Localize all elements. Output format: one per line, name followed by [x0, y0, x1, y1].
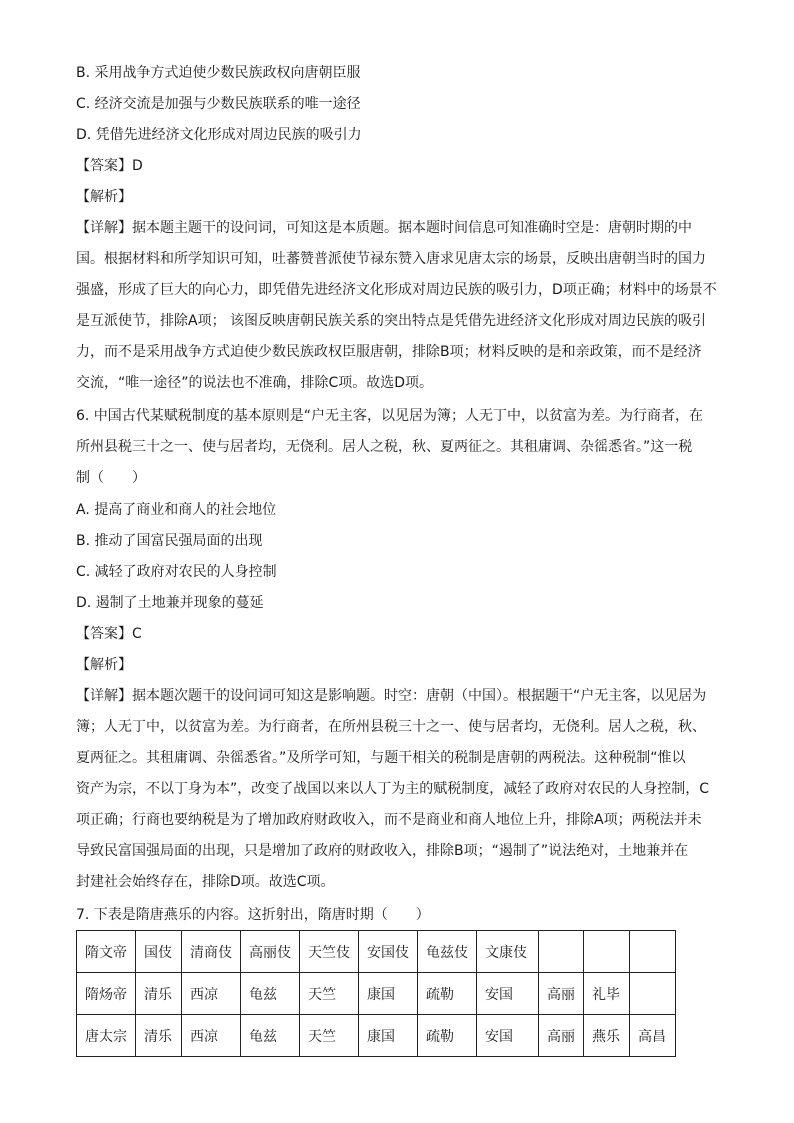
table-cell: 西凉 — [182, 1015, 241, 1057]
table-cell: 安国 — [477, 973, 539, 1015]
q6-answer: 【答案】C — [76, 626, 142, 642]
table-cell: 清乐 — [136, 973, 182, 1015]
q5-option-c: C. 经济交流是加强与少数民族联系的唯一途径 — [76, 96, 361, 112]
q5-detail-line: 是互派使节，排除A项； 该图反映唐朝民族关系的突出特点是凭借先进经济文化形成对周边民族的吸引 — [76, 313, 707, 329]
q5-option-d: D. 凭借先进经济文化形成对周边民族的吸引力 — [76, 127, 362, 143]
table-cell: 唐太宗 — [77, 1015, 136, 1057]
q6-detail-line: 簿；人无丁中，以贫富为差。为行商者，在所州县税三十之一、使与居者均，无侥利。居人之税，秋、 — [76, 719, 706, 735]
table-cell: 清商伎 — [182, 931, 241, 973]
table-cell: 天竺 — [300, 973, 359, 1015]
q6-stem-line: 制（ ） — [76, 470, 146, 486]
table-cell — [584, 931, 630, 973]
table-cell: 礼毕 — [584, 973, 630, 1015]
q5-detail-line: 国。根据材料和所学知识可知，吐蕃赞普派使节禄东赞入唐求见唐太宗的场景，反映出唐朝当时的国力 — [76, 251, 706, 267]
table-cell: 燕乐 — [584, 1015, 630, 1057]
table-cell: 高丽 — [539, 973, 584, 1015]
table-cell: 高丽 — [539, 1015, 584, 1057]
table-cell — [630, 973, 676, 1015]
q6-detail-line: 导致民富国强局面的出现，只是增加了政府的财政收入，排除B项；“遏制了”说法绝对，土地兼并在 — [76, 843, 689, 859]
q5-detail-line: 力，而不是采用战争方式迫使少数民族政权臣服唐朝，排除B项；材料反映的是和亲政策，而不是经济 — [76, 344, 702, 360]
table-cell: 天竺伎 — [300, 931, 359, 973]
table-cell: 高昌 — [630, 1015, 676, 1057]
q6-detail-line: 项正确；行商也要纳税是为了增加政府财政收入，而不是商业和商人地位上升，排除A项；两税法并未 — [76, 812, 702, 828]
q6-stem-line: 6. 中国古代某赋税制度的基本原则是“户无主客，以见居为簿；人无丁中，以贫富为差。为行商者，在 — [76, 408, 704, 424]
table-cell: 疏勒 — [418, 973, 477, 1015]
table-row — [77, 1015, 676, 1057]
q6-stem — [76, 401, 716, 494]
table-cell: 国伎 — [136, 931, 182, 973]
q6-analysis-label: 【解析】 — [76, 657, 132, 673]
table-cell: 康国 — [359, 1015, 418, 1057]
q6-detail — [76, 681, 716, 898]
table-cell — [630, 931, 676, 973]
q5-analysis-label: 【解析】 — [76, 189, 132, 205]
q5-detail-line: 强盛，形成了巨大的向心力，即凭借先进经济文化形成对周边民族的吸引力，D项正确；材料中的场景不 — [76, 282, 717, 298]
table-cell: 文康伎 — [477, 931, 539, 973]
table-cell: 西凉 — [182, 973, 241, 1015]
q6-detail-line: 夏两征之。其租庸调、杂徭悉省。”及所学可知，与题干相关的税制是唐朝的两税法。这种税制“惟以 — [76, 750, 686, 766]
q6-detail-line: 【详解】据本题次题干的设问词可知这是影响题。时空：唐朝（中国）。根据题干“户无主客，以见居为 — [76, 688, 707, 704]
table-cell: 隋炀帝 — [77, 973, 136, 1015]
table-cell: 安国伎 — [359, 931, 418, 973]
table-cell: 康国 — [359, 973, 418, 1015]
q5-answer: 【答案】D — [76, 158, 143, 174]
table-cell: 天竺 — [300, 1015, 359, 1057]
table-row — [77, 931, 676, 973]
table-cell: 疏勒 — [418, 1015, 477, 1057]
q5-detail-line: 交流，“唯一途径”的说法也不准确，排除C项。故选D项。 — [76, 375, 434, 391]
table-cell: 龟兹 — [241, 1015, 300, 1057]
q7-table — [76, 930, 676, 1057]
q6-option-d: D. 遏制了土地兼并现象的蔓延 — [76, 595, 264, 611]
q5-option-b: B. 采用战争方式迫使少数民族政权向唐朝臣服 — [76, 65, 361, 81]
q6-option-a: A. 提高了商业和商人的社会地位 — [76, 502, 277, 518]
q6-option-b: B. 推动了国富民强局面的出现 — [76, 533, 263, 549]
table-cell: 隋文帝 — [77, 931, 136, 973]
q5-detail-line: 【详解】据本题主题干的设问词，可知这是本质题。据本题时间信息可知准确时空是：唐朝时期的中 — [76, 220, 692, 236]
table-cell: 龟兹伎 — [418, 931, 477, 973]
table-cell: 龟兹 — [241, 973, 300, 1015]
q6-detail-line: 资产为宗，不以丁身为本”，改变了战国以来以人丁为主的赋税制度，减轻了政府对农民的人身控制，C — [76, 781, 710, 797]
q7-stem: 7. 下表是隋唐燕乐的内容。这折射出，隋唐时期（ ） — [76, 907, 430, 923]
q5-detail — [76, 213, 716, 399]
q6-detail-line: 封建社会始终存在，排除D项。故选C项。 — [76, 874, 335, 890]
table-row — [77, 973, 676, 1015]
table-cell: 高丽伎 — [241, 931, 300, 973]
table-cell: 安国 — [477, 1015, 539, 1057]
table-cell — [539, 931, 584, 973]
table-cell: 清乐 — [136, 1015, 182, 1057]
q6-option-c: C. 减轻了政府对农民的人身控制 — [76, 564, 277, 580]
q6-stem-line: 所州县税三十之一、使与居者均，无侥利。居人之税，秋、夏两征之。其租庸调、杂徭悉省。”这一税 — [76, 439, 693, 455]
